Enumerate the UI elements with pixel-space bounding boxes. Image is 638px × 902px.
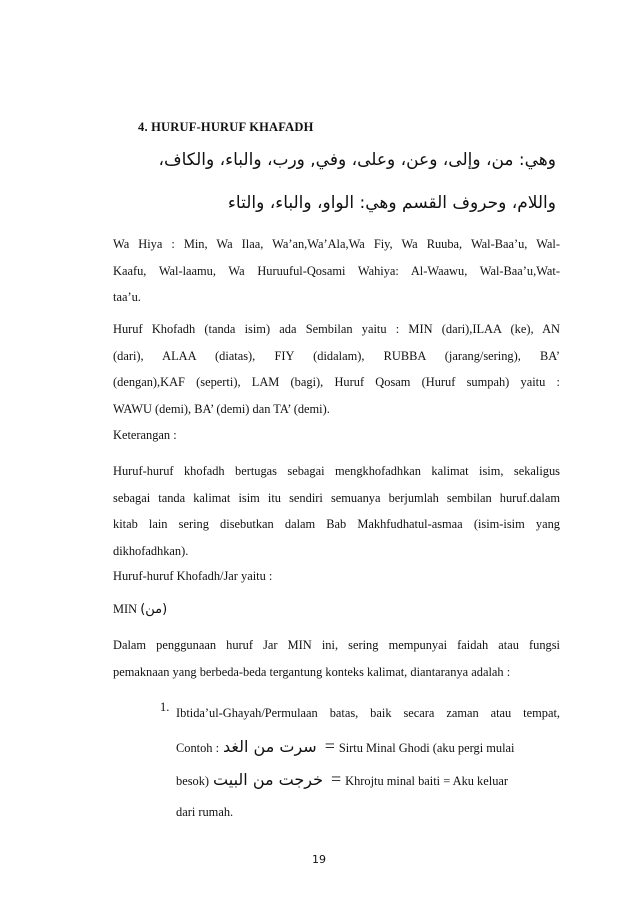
equals-sign: =	[330, 769, 342, 789]
paragraph-line	[113, 596, 560, 624]
example-translation: Khrojtu minal baiti = Aku keluar	[345, 774, 509, 788]
list-line-example-1	[176, 733, 560, 766]
paragraph-line: Huruf Khofadh (tanda isim) ada Sembilan yaitu : MIN (dari),ILAA (ke), AN	[113, 322, 560, 336]
example-translation: Sirtu Minal Ghodi (aku pergi mulai	[338, 741, 515, 755]
paragraph-line: kitab lain sering disebutkan dalam Bab Makhfudhatul-asmaa (isim-isim yang	[113, 517, 560, 531]
equals-sign: =	[324, 736, 335, 756]
paragraph-line: WAWU (demi), BA’ (demi) dan TA’ (demi).	[113, 401, 330, 416]
paragraph-line: Huruf-huruf Khofadh/Jar yaitu :	[113, 569, 273, 583]
arabic-text-line-1: وهي: من، وإلى، وعن، وعلى، وفي, ورب، والباء، والكاف،	[158, 150, 556, 170]
list-intro	[113, 563, 560, 590]
paragraph-line: sebagai tanda kalimat isim itu sendiri semuanya berjumlah sembilan huruf.dalam	[113, 490, 560, 505]
example-prefix: besok)	[176, 774, 210, 788]
min-label	[113, 596, 560, 624]
paragraph-line: dikhofadhkan).	[113, 543, 189, 558]
paragraph-line: (dengan),KAF (seperti), LAM (bagi), Huruf Qosam (Huruf sumpah) yaitu :	[113, 375, 560, 389]
min-arabic: (من)	[140, 602, 168, 617]
list-line: Ibtida’ul-Ghayah/Permulaan batas, baik secara zaman atau tempat,	[176, 706, 560, 720]
min-label-text: MIN	[113, 602, 138, 616]
huruf-khofadh-paragraph	[113, 316, 560, 422]
paragraph-line: Kaafu, Wal-laamu, Wa Huruuful-Qosami Wahiya: Al-Waawu, Wal-Baa’u,Wat-	[113, 263, 560, 278]
paragraph-line: (dari), ALAA (diatas), FIY (didalam), RUBBA (jarang/sering), BA’	[113, 348, 560, 363]
paragraph-line: taa’u.	[113, 290, 141, 304]
list-line: dari rumah.	[176, 805, 234, 819]
example-arabic: خرجت من البيت	[213, 770, 323, 789]
list-line-example-2	[176, 766, 560, 799]
list-number: 1.	[160, 700, 170, 714]
arabic-text-line-2: واللام، وحروف القسم وهي: الواو، والباء، والتاء	[227, 193, 556, 213]
paragraph-line: Huruf-huruf khofadh bertugas sebagai mengkhofadhkan kalimat isim, sekaligus	[113, 464, 560, 478]
transliteration-paragraph	[113, 231, 560, 311]
paragraph-line: Keterangan :	[113, 428, 177, 442]
paragraph-line: pemaknaan yang berbeda-beda tergantung konteks kalimat, diantaranya adalah :	[113, 664, 511, 679]
list-item-body	[176, 700, 560, 832]
usage-paragraph	[113, 632, 560, 685]
example-prefix: Contoh :	[176, 741, 220, 755]
paragraph-line: Wa Hiya : Min, Wa Ilaa, Wa’an,Wa’Ala,Wa Fiy, Wa Ruuba, Wal-Baa’u, Wal-	[113, 237, 560, 251]
section-heading: 4. HURUF-HURUF KHAFADH	[138, 120, 314, 134]
explanation-paragraph	[113, 458, 560, 564]
page-number: 19	[312, 853, 326, 866]
paragraph-line: Dalam penggunaan huruf Jar MIN ini, sering mempunyai faidah atau fungsi	[113, 638, 560, 652]
example-arabic: سرت من الغد	[223, 737, 317, 756]
keterangan-label	[113, 422, 560, 449]
